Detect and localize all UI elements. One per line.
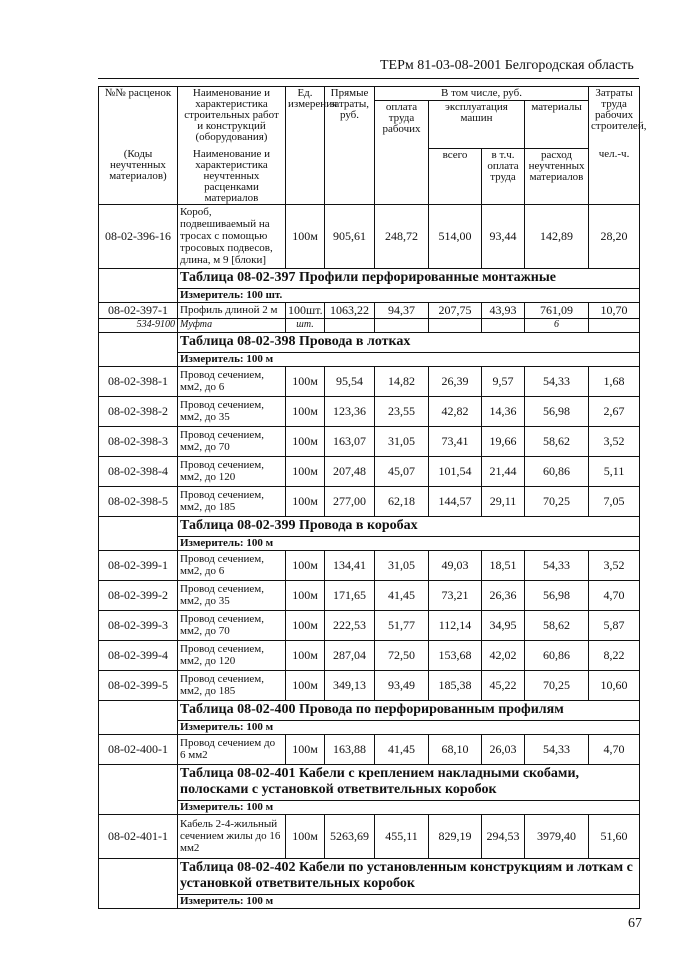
row-machine-wages: 294,53 [482, 814, 525, 858]
table-row [99, 426, 640, 456]
section-measure: Измеритель: 100 м [178, 720, 640, 734]
price-table [98, 86, 647, 909]
table-row [99, 670, 640, 700]
row-code: 08-02-398-1 [99, 366, 178, 396]
row-machines: 144,57 [429, 486, 482, 516]
row-machine-wages: 14,36 [482, 396, 525, 426]
material-quantity: 6 [525, 318, 589, 332]
row-name: Профиль длиной 2 м [178, 302, 286, 318]
row-machine-wages: 42,02 [482, 640, 525, 670]
row-unit: 100м [286, 204, 325, 268]
section-measure: Измеритель: 100 м [178, 800, 640, 814]
row-wages: 51,77 [375, 610, 429, 640]
row-materials: 54,33 [525, 366, 589, 396]
col-materials-header: материалы [525, 101, 589, 149]
document-header: ТЕРм 81-03-08-2001 Белгородская область [380, 58, 634, 73]
row-unit: 100м [286, 610, 325, 640]
page-number: 67 [628, 916, 642, 931]
table-row [99, 456, 640, 486]
row-labor: 2,67 [589, 396, 640, 426]
row-machines: 153,68 [429, 640, 482, 670]
row-unit: 100м [286, 396, 325, 426]
row-labor: 10,70 [589, 302, 640, 318]
row-unit: 100м [286, 550, 325, 580]
row-code: 08-02-399-5 [99, 670, 178, 700]
row-code: 08-02-400-1 [99, 734, 178, 764]
row-wages: 72,50 [375, 640, 429, 670]
row-materials: 761,09 [525, 302, 589, 318]
col-name-header: Наименование и характеристика строительных работ и конструкций (оборудования) [178, 87, 286, 149]
row-machines: 514,00 [429, 204, 482, 268]
row-machines: 26,39 [429, 366, 482, 396]
row-labor: 28,20 [589, 204, 640, 268]
row-machines: 101,54 [429, 456, 482, 486]
table-row [99, 396, 640, 426]
row-unit: 100м [286, 456, 325, 486]
table-row [99, 610, 640, 640]
row-labor: 7,05 [589, 486, 640, 516]
row-code: 08-02-398-2 [99, 396, 178, 426]
row-unit: 100шт. [286, 302, 325, 318]
row-machine-wages: 29,11 [482, 486, 525, 516]
row-name: Провод сечением, мм2, до 35 [178, 396, 286, 426]
row-direct: 171,65 [325, 580, 375, 610]
row-name: Провод сечением, мм2, до 120 [178, 456, 286, 486]
row-direct: 287,04 [325, 640, 375, 670]
row-machines: 49,03 [429, 550, 482, 580]
section-title: Таблица 08-02-398 Провода в лотках [178, 332, 640, 352]
row-labor: 10,60 [589, 670, 640, 700]
row-machines: 42,82 [429, 396, 482, 426]
unaccounted-material-row [99, 318, 640, 332]
row-name: Провод сечением, мм2, до 185 [178, 486, 286, 516]
row-machine-wages: 45,22 [482, 670, 525, 700]
col-incl-header: В том числе, руб. [375, 87, 589, 101]
row-unit: 100м [286, 580, 325, 610]
row-name: Кабель 2-4-жильный сечением жилы до 16 мм2 [178, 814, 286, 858]
row-code: 08-02-399-2 [99, 580, 178, 610]
row-machine-wages: 93,44 [482, 204, 525, 268]
material-name: Муфта [178, 318, 286, 332]
row-materials: 142,89 [525, 204, 589, 268]
col-code-header: №№ расценок [99, 87, 178, 149]
row-name: Провод сечением, мм2, до 6 [178, 550, 286, 580]
row-wages: 45,07 [375, 456, 429, 486]
row-machines: 829,19 [429, 814, 482, 858]
table-row [99, 366, 640, 396]
row-wages: 41,45 [375, 580, 429, 610]
table-row [99, 640, 640, 670]
row-direct: 349,13 [325, 670, 375, 700]
col-mach-total-header: всего [429, 149, 482, 205]
row-wages: 93,49 [375, 670, 429, 700]
section-title: Таблица 08-02-397 Профили перфорированные монтажные [178, 268, 640, 288]
table-row [99, 486, 640, 516]
row-code: 08-02-399-4 [99, 640, 178, 670]
row-materials: 3979,40 [525, 814, 589, 858]
row-unit: 100м [286, 640, 325, 670]
row-name: Провод сечением, мм2, до 6 [178, 366, 286, 396]
col-labor-header: Затраты труда рабочих строителей, [589, 87, 640, 149]
col-machines-header: эксплуатация машин [429, 101, 525, 149]
row-direct: 163,88 [325, 734, 375, 764]
row-machine-wages: 21,44 [482, 456, 525, 486]
col-unit-header: Ед. измерения [286, 87, 325, 205]
row-name: Короб, подвешиваемый на тросах с помощью тросовых подвесов, длина, м 9 [блоки] [178, 204, 286, 268]
row-machine-wages: 9,57 [482, 366, 525, 396]
row-unit: 100м [286, 426, 325, 456]
row-labor: 4,70 [589, 580, 640, 610]
row-machine-wages: 26,03 [482, 734, 525, 764]
row-name: Провод сечением, мм2, до 185 [178, 670, 286, 700]
table-row [99, 814, 640, 858]
row-materials: 60,86 [525, 456, 589, 486]
row-code: 08-02-398-5 [99, 486, 178, 516]
row-machine-wages: 34,95 [482, 610, 525, 640]
row-direct: 163,07 [325, 426, 375, 456]
row-code: 08-02-399-3 [99, 610, 178, 640]
row-materials: 54,33 [525, 550, 589, 580]
section-title: Таблица 08-02-402 Кабели по установленным конструкциям и лоткам с установкой ответвительных коробок [178, 858, 640, 894]
row-wages: 248,72 [375, 204, 429, 268]
row-code: 08-02-399-1 [99, 550, 178, 580]
row-direct: 134,41 [325, 550, 375, 580]
row-machine-wages: 19,66 [482, 426, 525, 456]
row-direct: 905,61 [325, 204, 375, 268]
row-code: 08-02-398-3 [99, 426, 178, 456]
row-code: 08-02-397-1 [99, 302, 178, 318]
row-direct: 1063,22 [325, 302, 375, 318]
row-labor: 4,70 [589, 734, 640, 764]
row-labor: 3,52 [589, 426, 640, 456]
row-direct: 222,53 [325, 610, 375, 640]
table-row [99, 204, 640, 268]
row-code: 08-02-398-4 [99, 456, 178, 486]
material-unit: шт. [286, 318, 325, 332]
table-row [99, 734, 640, 764]
row-materials: 56,98 [525, 396, 589, 426]
col-mach-wages-header: в т.ч. оплата труда [482, 149, 525, 205]
row-labor: 3,52 [589, 550, 640, 580]
row-wages: 41,45 [375, 734, 429, 764]
row-wages: 23,55 [375, 396, 429, 426]
row-direct: 277,00 [325, 486, 375, 516]
row-unit: 100м [286, 734, 325, 764]
table-row [99, 580, 640, 610]
row-name: Провод сечением, мм2, до 120 [178, 640, 286, 670]
col-direct-header: Прямые затраты, руб. [325, 87, 375, 205]
row-machines: 207,75 [429, 302, 482, 318]
row-machine-wages: 26,36 [482, 580, 525, 610]
row-labor: 1,68 [589, 366, 640, 396]
row-wages: 94,37 [375, 302, 429, 318]
row-code: 08-02-396-16 [99, 204, 178, 268]
row-materials: 54,33 [525, 734, 589, 764]
row-name: Провод сечением до 6 мм2 [178, 734, 286, 764]
section-measure: Измеритель: 100 м [178, 536, 640, 550]
row-wages: 14,82 [375, 366, 429, 396]
row-wages: 62,18 [375, 486, 429, 516]
row-materials: 58,62 [525, 610, 589, 640]
row-wages: 31,05 [375, 426, 429, 456]
col-wages-header: оплата труда рабочих [375, 101, 429, 205]
row-machines: 73,21 [429, 580, 482, 610]
row-materials: 58,62 [525, 426, 589, 456]
row-unit: 100м [286, 814, 325, 858]
section-measure: Измеритель: 100 м [178, 894, 640, 908]
row-materials: 56,98 [525, 580, 589, 610]
row-machines: 185,38 [429, 670, 482, 700]
section-measure: Измеритель: 100 шт. [178, 288, 640, 302]
row-machine-wages: 43,93 [482, 302, 525, 318]
row-machines: 112,14 [429, 610, 482, 640]
row-unit: 100м [286, 670, 325, 700]
section-title: Таблица 08-02-399 Провода в коробах [178, 516, 640, 536]
row-direct: 95,54 [325, 366, 375, 396]
row-machine-wages: 18,51 [482, 550, 525, 580]
section-title: Таблица 08-02-400 Провода по перфорированным профилям [178, 700, 640, 720]
row-labor: 51,60 [589, 814, 640, 858]
row-materials: 70,25 [525, 486, 589, 516]
row-machines: 73,41 [429, 426, 482, 456]
table-row [99, 302, 640, 318]
section-measure: Измеритель: 100 м [178, 352, 640, 366]
row-name: Провод сечением, мм2, до 70 [178, 610, 286, 640]
row-materials: 60,86 [525, 640, 589, 670]
row-direct: 207,48 [325, 456, 375, 486]
header-rule [98, 78, 639, 79]
col-mat-consumption-header: расход неучтенных материалов [525, 149, 589, 205]
row-machines: 68,10 [429, 734, 482, 764]
row-materials: 70,25 [525, 670, 589, 700]
col-labor-unit-header: чел.-ч. [589, 149, 640, 205]
row-unit: 100м [286, 486, 325, 516]
table-row [99, 550, 640, 580]
material-code: 534-9100 [99, 318, 178, 332]
row-labor: 5,87 [589, 610, 640, 640]
row-wages: 455,11 [375, 814, 429, 858]
col-code-subheader: (Коды неучтенных материалов) [99, 149, 178, 205]
row-labor: 5,11 [589, 456, 640, 486]
row-direct: 5263,69 [325, 814, 375, 858]
row-code: 08-02-401-1 [99, 814, 178, 858]
row-unit: 100м [286, 366, 325, 396]
row-wages: 31,05 [375, 550, 429, 580]
row-name: Провод сечением, мм2, до 70 [178, 426, 286, 456]
col-name-subheader: Наименование и характеристика неучтенных расценками материалов [178, 149, 286, 205]
row-direct: 123,36 [325, 396, 375, 426]
row-labor: 8,22 [589, 640, 640, 670]
section-title: Таблица 08-02-401 Кабели с креплением накладными скобами, полосками с установкой ответвительных коробок [178, 764, 640, 800]
row-name: Провод сечением, мм2, до 35 [178, 580, 286, 610]
